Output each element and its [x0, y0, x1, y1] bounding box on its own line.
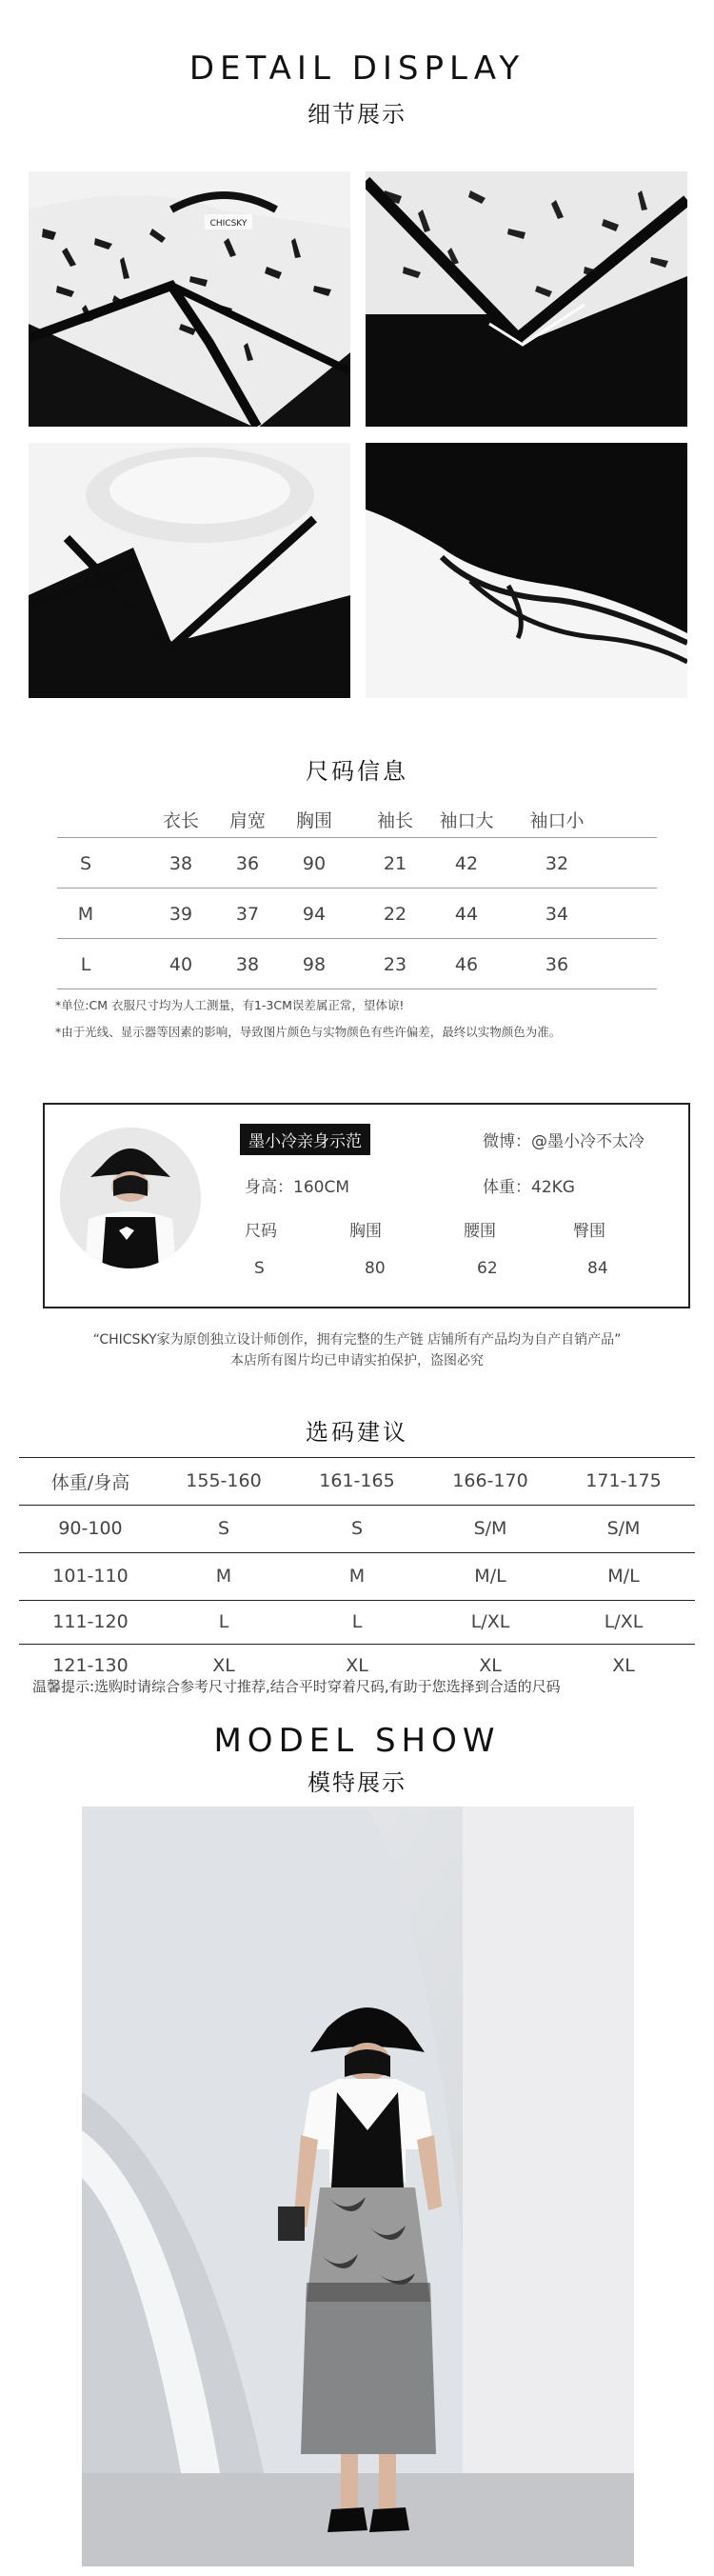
- detail-photo-white-collar: [29, 443, 350, 698]
- recommend-size: L/XL: [470, 1611, 510, 1632]
- detail-photo-collar-print: [29, 171, 350, 427]
- table-row: [57, 838, 657, 889]
- size-value: 34: [545, 903, 569, 925]
- size-table-header: [57, 800, 657, 838]
- size-label: L: [80, 953, 91, 975]
- table-row: [57, 889, 657, 939]
- size-label: M: [77, 903, 94, 925]
- size-col-header: 袖长: [376, 809, 413, 831]
- recommend-size: S: [350, 1518, 364, 1539]
- size-value: 42: [454, 852, 479, 874]
- size-value: 38: [169, 852, 193, 874]
- recommend-col-header: 166-170: [452, 1470, 528, 1491]
- table-row: [0, 1507, 714, 1550]
- detail-title-en: DETAIL DISPLAY: [188, 50, 526, 88]
- size-value: 40: [169, 953, 193, 975]
- recommend-col-header: 161-165: [319, 1470, 395, 1491]
- model-label: 臀围: [573, 1222, 605, 1241]
- size-value: 46: [454, 953, 479, 975]
- model-value: 62: [477, 1259, 498, 1278]
- size-value: 94: [302, 903, 327, 925]
- size-label: S: [79, 852, 92, 874]
- recommend-size: XL: [212, 1655, 235, 1676]
- divider: [19, 1457, 695, 1458]
- size-value: 38: [235, 953, 260, 975]
- model-value: S: [254, 1259, 265, 1278]
- size-value: 98: [302, 953, 327, 975]
- recommend-size: S/M: [606, 1518, 641, 1539]
- model-label: 腰围: [464, 1222, 496, 1241]
- table-row: [0, 1600, 714, 1644]
- size-value: 32: [545, 852, 569, 874]
- recommend-header-row: [0, 1459, 714, 1503]
- recommend-size: XL: [346, 1655, 368, 1676]
- size-value: 23: [383, 953, 407, 975]
- size-table: [57, 800, 657, 989]
- size-value: 37: [235, 903, 260, 925]
- weight-range: 101-110: [52, 1566, 129, 1587]
- size-col-header: 袖口大: [439, 809, 494, 831]
- model-label: 尺码: [245, 1222, 277, 1241]
- detail-photo-straps: [366, 171, 687, 427]
- weight-range: 90-100: [58, 1518, 123, 1539]
- recommend-size: L: [218, 1611, 229, 1632]
- size-col-header: 袖口小: [529, 809, 585, 831]
- model-weight: 体重：42KG: [483, 1178, 575, 1197]
- weight-range: 111-120: [52, 1611, 129, 1632]
- model-show-photo: [82, 1807, 634, 2566]
- recommend-size: XL: [479, 1655, 502, 1676]
- copyright-notice-2: 本店所有图片均已申请实拍保护，盗图必究: [230, 1353, 484, 1368]
- size-value: 39: [169, 903, 193, 925]
- recommend-size: S: [217, 1518, 230, 1539]
- divider: [19, 1505, 695, 1506]
- model-value: 80: [365, 1259, 386, 1278]
- size-value: 36: [545, 953, 569, 975]
- detail-photo-hem: [366, 443, 687, 698]
- recommend-col-header: 155-160: [186, 1470, 262, 1491]
- recommend-col-header: 171-175: [585, 1470, 662, 1491]
- recommend-size: L: [351, 1611, 363, 1632]
- size-value: 90: [302, 852, 327, 874]
- recommend-table: [0, 1457, 714, 1676]
- recommend-col-header: 体重/身高: [50, 1471, 130, 1493]
- size-value: 44: [454, 903, 479, 925]
- recommend-title: 选码建议: [306, 1419, 408, 1446]
- model-badge: 墨小冷亲身示范: [240, 1124, 370, 1155]
- size-value: 36: [235, 852, 260, 874]
- recommend-size: M/L: [474, 1566, 506, 1587]
- size-col-header: 衣长: [162, 809, 199, 831]
- recommend-size: L/XL: [604, 1611, 644, 1632]
- model-weibo: 微博：@墨小冷不太冷: [483, 1132, 645, 1151]
- model-show-title-cn: 模特展示: [307, 1769, 407, 1796]
- divider: [19, 1552, 695, 1553]
- model-avatar: [60, 1128, 201, 1268]
- recommend-size: M/L: [607, 1566, 640, 1587]
- weight-range: 121-130: [52, 1655, 129, 1676]
- table-row: [0, 1554, 714, 1598]
- size-col-header: 胸围: [295, 809, 332, 831]
- recommend-size: M: [215, 1566, 232, 1587]
- recommend-size: M: [348, 1566, 366, 1587]
- model-value: 84: [587, 1259, 608, 1278]
- recommend-tip: 温馨提示:选购时请综合参考尺寸推荐,结合平时穿着尺码,有助于您选择到合适的尺码: [32, 1678, 561, 1695]
- model-height: 身高：160CM: [245, 1178, 349, 1197]
- detail-title-cn: 细节展示: [307, 101, 407, 128]
- model-label: 胸围: [349, 1222, 382, 1241]
- size-note-color: *由于光线、显示器等因素的影响，导致图片颜色与实物颜色有些许偏差，最终以实物颜色为准。: [55, 1025, 562, 1039]
- table-row: [57, 939, 657, 989]
- recommend-size: S/M: [473, 1518, 507, 1539]
- divider: [57, 988, 657, 989]
- model-info-card: [43, 1103, 690, 1308]
- size-note-measure: *单位:CM 衣服尺寸均为人工测量，有1-3CM误差属正常，望体谅!: [55, 998, 405, 1012]
- size-info-title: 尺码信息: [306, 758, 408, 785]
- recommend-size: XL: [612, 1655, 635, 1676]
- size-value: 22: [383, 903, 407, 925]
- size-value: 21: [383, 852, 407, 874]
- brand-label: CHICSKY: [209, 219, 248, 229]
- size-col-header: 肩宽: [228, 809, 266, 831]
- model-show-title-en: MODEL SHOW: [213, 1722, 501, 1760]
- copyright-notice: “CHICSKY家为原创独立设计师创作，拥有完整的生产链 店铺所有产品均为自产自销产品”: [92, 1332, 622, 1348]
